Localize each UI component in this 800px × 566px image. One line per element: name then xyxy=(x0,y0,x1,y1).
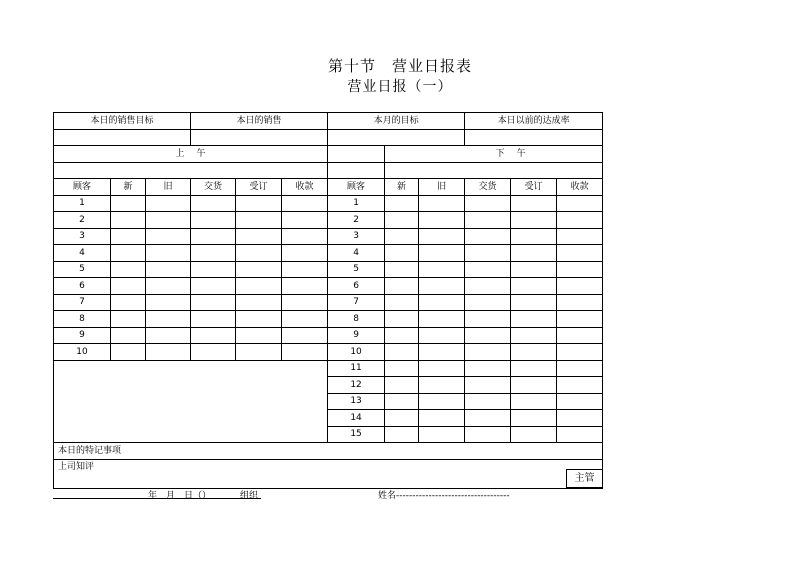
column-header: 旧 xyxy=(146,179,191,196)
afternoon-label-suffix: 午 xyxy=(511,146,603,163)
table-cell xyxy=(557,245,603,262)
row-number: 5 xyxy=(54,261,111,278)
table-cell xyxy=(511,393,557,410)
row-number: 4 xyxy=(54,245,111,262)
row-number: 9 xyxy=(328,327,385,344)
table-cell xyxy=(557,261,603,278)
table-cell xyxy=(236,344,282,361)
table-cell xyxy=(419,311,465,328)
table-cell xyxy=(511,360,557,377)
blank-cell xyxy=(385,162,603,179)
table-cell xyxy=(236,294,282,311)
table-cell xyxy=(465,228,511,245)
table-cell xyxy=(146,278,191,295)
table-cell xyxy=(419,377,465,394)
table-cell xyxy=(465,261,511,278)
table-cell xyxy=(419,228,465,245)
row-number: 1 xyxy=(328,195,385,212)
table-cell xyxy=(385,294,419,311)
table-cell xyxy=(111,278,146,295)
table-cell xyxy=(236,278,282,295)
table-cell xyxy=(419,278,465,295)
row-number: 6 xyxy=(54,278,111,295)
table-cell xyxy=(511,228,557,245)
table-cell xyxy=(419,426,465,443)
row-number: 6 xyxy=(328,278,385,295)
table-cell xyxy=(465,410,511,427)
column-header: 新 xyxy=(385,179,419,196)
table-cell xyxy=(236,327,282,344)
table-cell xyxy=(511,311,557,328)
summary-header: 本日以前的达成率 xyxy=(465,113,603,130)
table-cell xyxy=(385,228,419,245)
table-cell xyxy=(557,344,603,361)
table-cell xyxy=(146,311,191,328)
table-cell xyxy=(557,311,603,328)
blank-area xyxy=(54,360,328,443)
table-cell xyxy=(465,294,511,311)
table-cell xyxy=(511,245,557,262)
table-cell xyxy=(465,278,511,295)
table-cell xyxy=(465,344,511,361)
table-cell xyxy=(146,294,191,311)
summary-header: 本月的目标 xyxy=(328,113,465,130)
column-header: 受订 xyxy=(511,179,557,196)
table-cell xyxy=(146,195,191,212)
table-cell xyxy=(419,294,465,311)
table-cell xyxy=(511,426,557,443)
table-cell xyxy=(385,212,419,229)
column-header: 顾客 xyxy=(54,179,111,196)
table-cell xyxy=(146,327,191,344)
daily-report-table xyxy=(53,112,603,489)
row-number: 7 xyxy=(328,294,385,311)
table-cell xyxy=(111,344,146,361)
table-cell xyxy=(385,426,419,443)
table-cell xyxy=(419,327,465,344)
row-number: 10 xyxy=(54,344,111,361)
table-cell xyxy=(385,327,419,344)
notes-label: 本日的特记事项 xyxy=(54,443,603,460)
table-cell xyxy=(191,278,236,295)
table-cell xyxy=(465,212,511,229)
column-header: 交货 xyxy=(465,179,511,196)
column-header: 新 xyxy=(111,179,146,196)
row-number: 14 xyxy=(328,410,385,427)
table-cell xyxy=(111,245,146,262)
row-number: 4 xyxy=(328,245,385,262)
table-cell xyxy=(385,245,419,262)
row-number: 8 xyxy=(328,311,385,328)
table-cell xyxy=(385,344,419,361)
summary-value xyxy=(54,129,191,146)
table-cell xyxy=(146,212,191,229)
table-cell xyxy=(191,212,236,229)
blank-cell xyxy=(54,162,328,179)
summary-header: 本日的销售目标 xyxy=(54,113,191,130)
row-number: 9 xyxy=(54,327,111,344)
table-cell xyxy=(419,261,465,278)
table-cell xyxy=(465,311,511,328)
row-number: 2 xyxy=(54,212,111,229)
table-cell xyxy=(191,245,236,262)
table-cell xyxy=(282,261,328,278)
table-cell xyxy=(236,212,282,229)
column-header: 受订 xyxy=(236,179,282,196)
table-cell xyxy=(191,327,236,344)
footer-date: 年 月 日（） xyxy=(148,491,212,501)
row-number: 13 xyxy=(328,393,385,410)
table-cell xyxy=(282,245,328,262)
table-cell xyxy=(557,410,603,427)
table-cell xyxy=(557,377,603,394)
table-cell xyxy=(557,294,603,311)
table-cell xyxy=(385,377,419,394)
summary-value xyxy=(465,129,603,146)
afternoon-label: 下 xyxy=(385,146,511,163)
column-header: 收款 xyxy=(282,179,328,196)
table-cell xyxy=(511,410,557,427)
table-cell xyxy=(511,377,557,394)
table-cell xyxy=(557,212,603,229)
table-cell xyxy=(419,410,465,427)
table-cell xyxy=(465,377,511,394)
row-number: 12 xyxy=(328,377,385,394)
table-cell xyxy=(385,261,419,278)
table-cell xyxy=(419,212,465,229)
table-cell xyxy=(557,393,603,410)
table-cell xyxy=(465,195,511,212)
table-cell xyxy=(557,195,603,212)
table-cell xyxy=(385,278,419,295)
supervisor-comment-label: 上司知评 xyxy=(54,459,603,488)
row-number: 5 xyxy=(328,261,385,278)
supervisor-box: 主管 xyxy=(566,469,603,488)
row-number: 3 xyxy=(54,228,111,245)
table-cell xyxy=(111,294,146,311)
summary-value xyxy=(328,129,465,146)
table-cell xyxy=(282,294,328,311)
table-cell xyxy=(282,327,328,344)
table-cell xyxy=(419,195,465,212)
table-cell xyxy=(465,245,511,262)
table-cell xyxy=(191,311,236,328)
blank-cell xyxy=(328,146,385,163)
column-header: 收款 xyxy=(557,179,603,196)
table-cell xyxy=(465,327,511,344)
table-cell xyxy=(111,327,146,344)
table-cell xyxy=(111,261,146,278)
blank-cell xyxy=(328,162,385,179)
row-number: 10 xyxy=(328,344,385,361)
column-header: 顾客 xyxy=(328,179,385,196)
table-cell xyxy=(385,311,419,328)
table-cell xyxy=(511,294,557,311)
table-cell xyxy=(111,195,146,212)
table-cell xyxy=(146,245,191,262)
morning-label-suffix: 午 xyxy=(191,146,328,163)
table-cell xyxy=(191,195,236,212)
footer-org: 组织 xyxy=(240,491,259,501)
table-cell xyxy=(236,261,282,278)
summary-header: 本日的销售 xyxy=(191,113,328,130)
table-cell xyxy=(385,360,419,377)
table-cell xyxy=(465,393,511,410)
table-cell xyxy=(282,278,328,295)
summary-value xyxy=(191,129,328,146)
table-cell xyxy=(111,228,146,245)
table-cell xyxy=(511,261,557,278)
table-cell xyxy=(465,426,511,443)
table-cell xyxy=(557,228,603,245)
table-cell xyxy=(419,393,465,410)
table-cell xyxy=(282,212,328,229)
table-cell xyxy=(419,245,465,262)
table-cell xyxy=(236,195,282,212)
row-number: 8 xyxy=(54,311,111,328)
table-cell xyxy=(282,311,328,328)
table-cell xyxy=(282,344,328,361)
table-cell xyxy=(511,344,557,361)
table-cell xyxy=(557,426,603,443)
table-cell xyxy=(385,195,419,212)
row-number: 2 xyxy=(328,212,385,229)
table-cell xyxy=(511,327,557,344)
table-cell xyxy=(236,311,282,328)
table-cell xyxy=(511,278,557,295)
table-cell xyxy=(465,360,511,377)
table-cell xyxy=(191,294,236,311)
row-number: 7 xyxy=(54,294,111,311)
table-cell xyxy=(111,311,146,328)
table-cell xyxy=(282,228,328,245)
table-cell xyxy=(282,195,328,212)
table-cell xyxy=(236,245,282,262)
row-number: 15 xyxy=(328,426,385,443)
table-cell xyxy=(419,360,465,377)
row-number: 1 xyxy=(54,195,111,212)
table-cell xyxy=(511,212,557,229)
column-header: 旧 xyxy=(419,179,465,196)
table-cell xyxy=(419,344,465,361)
table-cell xyxy=(191,261,236,278)
table-cell xyxy=(146,261,191,278)
table-cell xyxy=(146,228,191,245)
table-cell xyxy=(146,344,191,361)
table-cell xyxy=(557,278,603,295)
table-cell xyxy=(385,393,419,410)
footer-name: 姓名----------------------------------- xyxy=(378,491,510,501)
table-cell xyxy=(191,344,236,361)
table-cell xyxy=(557,327,603,344)
page-subtitle: 营业日报（一） xyxy=(347,79,453,95)
row-number: 3 xyxy=(328,228,385,245)
table-cell xyxy=(111,212,146,229)
column-header: 交货 xyxy=(191,179,236,196)
table-cell xyxy=(557,360,603,377)
table-cell xyxy=(385,410,419,427)
page-title: 第十节 营业日报表 xyxy=(327,57,472,75)
table-cell xyxy=(236,228,282,245)
table-cell xyxy=(511,195,557,212)
table-cell xyxy=(191,228,236,245)
morning-label: 上 xyxy=(54,146,191,163)
row-number: 11 xyxy=(328,360,385,377)
